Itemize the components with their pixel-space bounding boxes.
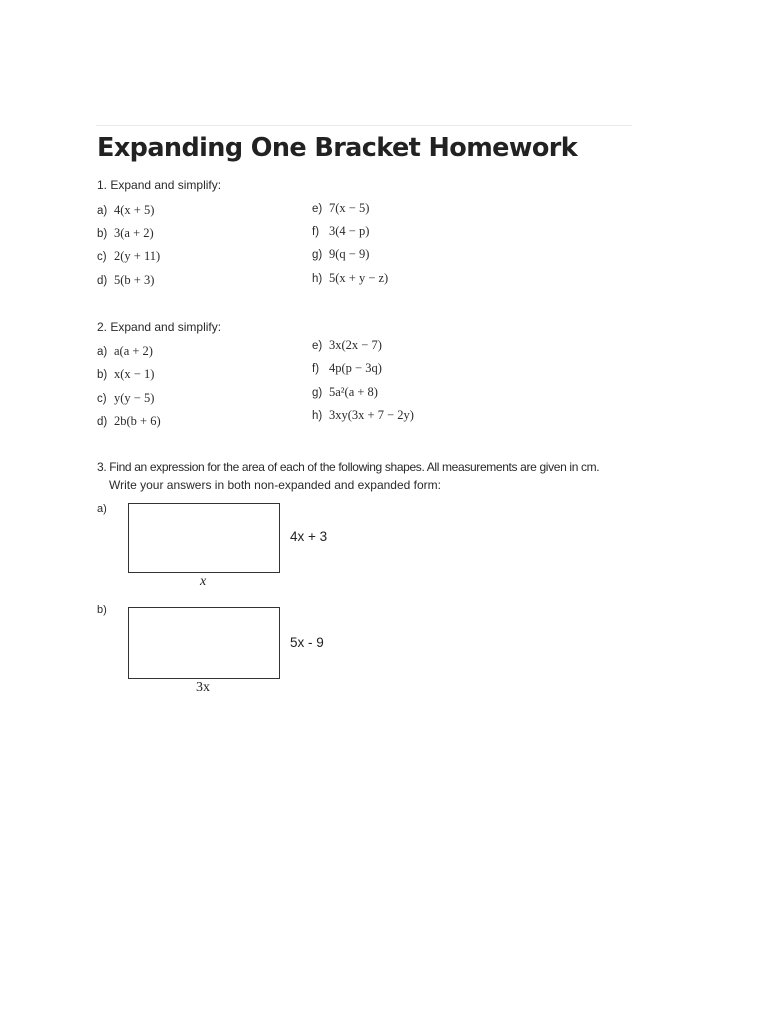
q2-item-f bbox=[312, 361, 382, 376]
item-expression: 2(y + 11) bbox=[114, 249, 161, 263]
item-label: h) bbox=[312, 273, 323, 285]
item-label: d) bbox=[97, 416, 108, 428]
item-label: g) bbox=[312, 249, 323, 261]
q2-item-e bbox=[312, 338, 382, 353]
item-label: a) bbox=[97, 205, 108, 217]
q1-item-b bbox=[97, 226, 154, 241]
q2-item-a bbox=[97, 344, 153, 359]
item-expression: 5(b + 3) bbox=[114, 273, 155, 287]
item-label: f) bbox=[312, 363, 320, 375]
item-label: b) bbox=[97, 369, 108, 381]
item-label: a) bbox=[97, 346, 108, 358]
q2-item-c bbox=[97, 391, 154, 406]
page-title: Expanding One Bracket Homework bbox=[97, 133, 578, 163]
item-expression: 2b(b + 6) bbox=[114, 414, 161, 428]
item-expression: 4p(p − 3q) bbox=[329, 361, 382, 375]
q3-prompt-line1: 3. Find an expression for the area of each of the following shapes. All measurements are given in cm. bbox=[97, 460, 600, 474]
rectangle-b bbox=[128, 607, 280, 679]
rectangle-a-height: 4x + 3 bbox=[290, 529, 328, 544]
q2-item-g bbox=[312, 385, 378, 400]
item-label: d) bbox=[97, 275, 108, 287]
q2-item-d bbox=[97, 414, 161, 429]
shape-b-label: b) bbox=[97, 604, 107, 616]
q2-item-b bbox=[97, 367, 154, 382]
rectangle-a-width: x bbox=[200, 574, 207, 589]
q1-item-g bbox=[312, 247, 369, 262]
q1-item-h bbox=[312, 271, 388, 286]
item-label: h) bbox=[312, 410, 323, 422]
rectangle-a bbox=[128, 503, 280, 573]
q1-item-c bbox=[97, 249, 160, 264]
shape-a-label: a) bbox=[97, 503, 107, 515]
q3-prompt-line2: Write your answers in both non-expanded and expanded form: bbox=[109, 478, 441, 492]
item-expression: 5(x + y − z) bbox=[329, 271, 389, 285]
rectangle-b-width: 3x bbox=[196, 680, 210, 695]
item-label: e) bbox=[312, 203, 323, 215]
q1-prompt: 1. Expand and simplify: bbox=[97, 178, 222, 192]
item-label: c) bbox=[97, 393, 107, 405]
q1-item-e bbox=[312, 201, 369, 216]
q1-item-a bbox=[97, 203, 154, 218]
item-label: f) bbox=[312, 226, 320, 238]
q1-item-d bbox=[97, 273, 154, 288]
item-expression: 4(x + 5) bbox=[114, 203, 155, 217]
item-expression: 3xy(3x + 7 − 2y) bbox=[329, 408, 414, 422]
item-expression: 5a²(a + 8) bbox=[329, 385, 378, 399]
item-expression: 3(4 − p) bbox=[329, 224, 370, 238]
top-divider bbox=[96, 125, 632, 126]
item-label: c) bbox=[97, 251, 107, 263]
q2-prompt: 2. Expand and simplify: bbox=[97, 320, 222, 334]
item-expression: 3x(2x − 7) bbox=[329, 338, 382, 352]
item-expression: 9(q − 9) bbox=[329, 247, 370, 261]
item-expression: x(x − 1) bbox=[114, 367, 155, 381]
item-expression: a(a + 2) bbox=[114, 344, 153, 358]
item-expression: 3(a + 2) bbox=[114, 226, 154, 240]
item-label: g) bbox=[312, 387, 323, 399]
rectangle-b-height: 5x - 9 bbox=[290, 635, 324, 650]
q2-item-h bbox=[312, 408, 414, 423]
q1-item-f bbox=[312, 224, 369, 239]
item-expression: y(y − 5) bbox=[114, 391, 155, 405]
item-expression: 7(x − 5) bbox=[329, 201, 370, 215]
item-label: e) bbox=[312, 340, 323, 352]
item-label: b) bbox=[97, 228, 108, 240]
